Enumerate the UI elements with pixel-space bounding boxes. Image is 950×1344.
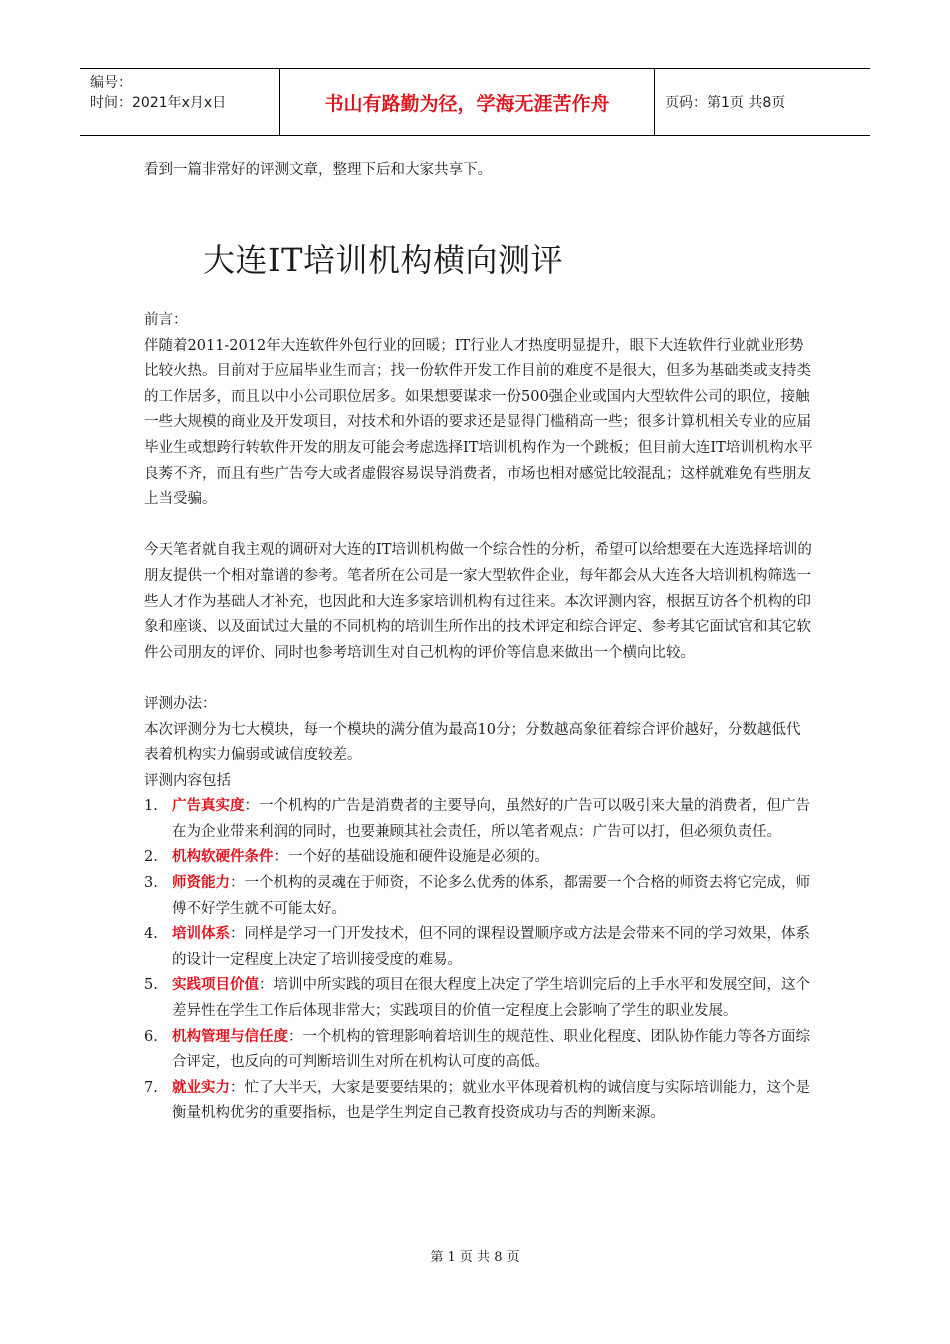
method-paragraph: 本次评测分为七大模块，每一个模块的满分值为最高10分；分数越高象征着综合评价越好，分数越低代表着机构实力偏弱或诚信度较差。 bbox=[144, 721, 801, 764]
header-time: 时间：2021年x月x日 bbox=[90, 95, 227, 111]
intro-text: 看到一篇非常好的评测文章，整理下后和大家共享下。 bbox=[144, 162, 492, 178]
list-item: 2. 机构软硬件条件：一个好的基础设施和硬件设施是必须的。 bbox=[144, 849, 549, 866]
list-item: 4. 培训体系：同样是学习一门开发技术，但不同的课程设置顺序或方法是会带来不同的学习效果，体系的设计一定程度上决定了培训接受度的难易。 bbox=[144, 926, 810, 968]
method-heading: 评测办法： bbox=[144, 695, 217, 712]
criteria-term: 培训体系 bbox=[172, 926, 230, 943]
preface-heading: 前言： bbox=[144, 312, 188, 328]
header-page-code: 页码：第1页 共8页 bbox=[665, 95, 786, 111]
criteria-term: 师资能力 bbox=[172, 875, 230, 892]
page-footer: 第 1 页 共 8 页 bbox=[430, 1250, 520, 1265]
preface-paragraph-1: 伴随着2011-2012年大连软件外包行业的回暖；IT行业人才热度明显提升，眼下大连软件行业就业形势比较火热。目前对于应届毕业生而言；找一份软件开发工作目前的难度不是很大，但多为基础类或支持类的工作居多，而且以中小公司职位居多。如果想要谋求一份500强企业或国内大型软件公司的职位，接触一些大规模的商业及开发项目，对技术和外语的要求还是显得门槛稍高一些；很多计算机相关专业的应届毕业生或想跨行转软件开发的朋友可能会考虑选择IT培训机构作为一个跳板；但目前大连IT培训机构水平良莠不齐，而且有些广告夸大或者虚假容易误导消费者，市场也相对感觉比较混乱；这样就难免有些朋友上当受骗。 bbox=[144, 337, 813, 508]
criteria-heading: 评测内容包括 bbox=[144, 772, 231, 789]
criteria-list bbox=[144, 794, 814, 1127]
criteria-term: 广告真实度 bbox=[172, 798, 245, 815]
criteria-term: 机构软硬件条件 bbox=[172, 849, 274, 866]
list-item: 1. 广告真实度：一个机构的广告是消费者的主要导向，虽然好的广告可以吸引来大量的消费者，但广告在为企业带来利润的同时，也要兼顾其社会责任，所以笔者观点：广告可以打，但必须负责任。 bbox=[144, 798, 810, 840]
list-item: 7. 就业实力：忙了大半天，大家是要要结果的；就业水平体现着机构的诚信度与实际培训能力，这个是衡量机构优劣的重要指标，也是学生判定自己教育投资成功与否的判断来源。 bbox=[144, 1079, 810, 1122]
list-item: 3. 师资能力：一个机构的灵魂在于师资，不论多么优秀的体系，都需要一个合格的师资去将它完成，师傅不好学生就不可能太好。 bbox=[144, 875, 810, 917]
list-item: 5. 实践项目价值：培训中所实践的项目在很大程度上决定了学生培训完后的上手水平和发展空间，这个差异性在学生工作后体现非常大；实践项目的价值一定程度上会影响了学生的职业发展。 bbox=[144, 977, 810, 1020]
document-body bbox=[144, 308, 814, 1127]
header-number: 编号： bbox=[90, 75, 132, 91]
document-title: 大连IT培训机构横向测评 bbox=[203, 241, 563, 279]
header-meta bbox=[80, 69, 280, 135]
criteria-term: 就业实力 bbox=[172, 1079, 230, 1096]
preface-paragraph-2: 今天笔者就自我主观的调研对大连的IT培训机构做一个综合性的分析，希望可以给想要在大连选择培训的朋友提供一个相对靠谱的参考。笔者所在公司是一家大型软件企业，每年都会从大连各大培训机构筛选一些人才作为基础人才补充，也因此和大连多家培训机构有过往来。本次评测内容，根据互访各个机构的印象和座谈、以及面试过大量的不同机构的培训生所作出的技术评定和综合评定、参考其它面试官和其它软件公司朋友的评价、同时也参考培训生对自己机构的评价等信息来做出一个横向比较。 bbox=[144, 542, 812, 661]
page-header bbox=[80, 68, 870, 136]
list-item: 6. 机构管理与信任度：一个机构的管理影响着培训生的规范性、职业化程度、团队协作能力等各方面综合评定，也反向的可判断培训生对所在机构认可度的高低。 bbox=[144, 1028, 810, 1071]
criteria-term: 机构管理与信任度 bbox=[172, 1028, 288, 1045]
header-motto: 书山有路勤为径，学海无涯苦作舟 bbox=[280, 69, 655, 135]
criteria-term: 实践项目价值 bbox=[172, 977, 259, 994]
